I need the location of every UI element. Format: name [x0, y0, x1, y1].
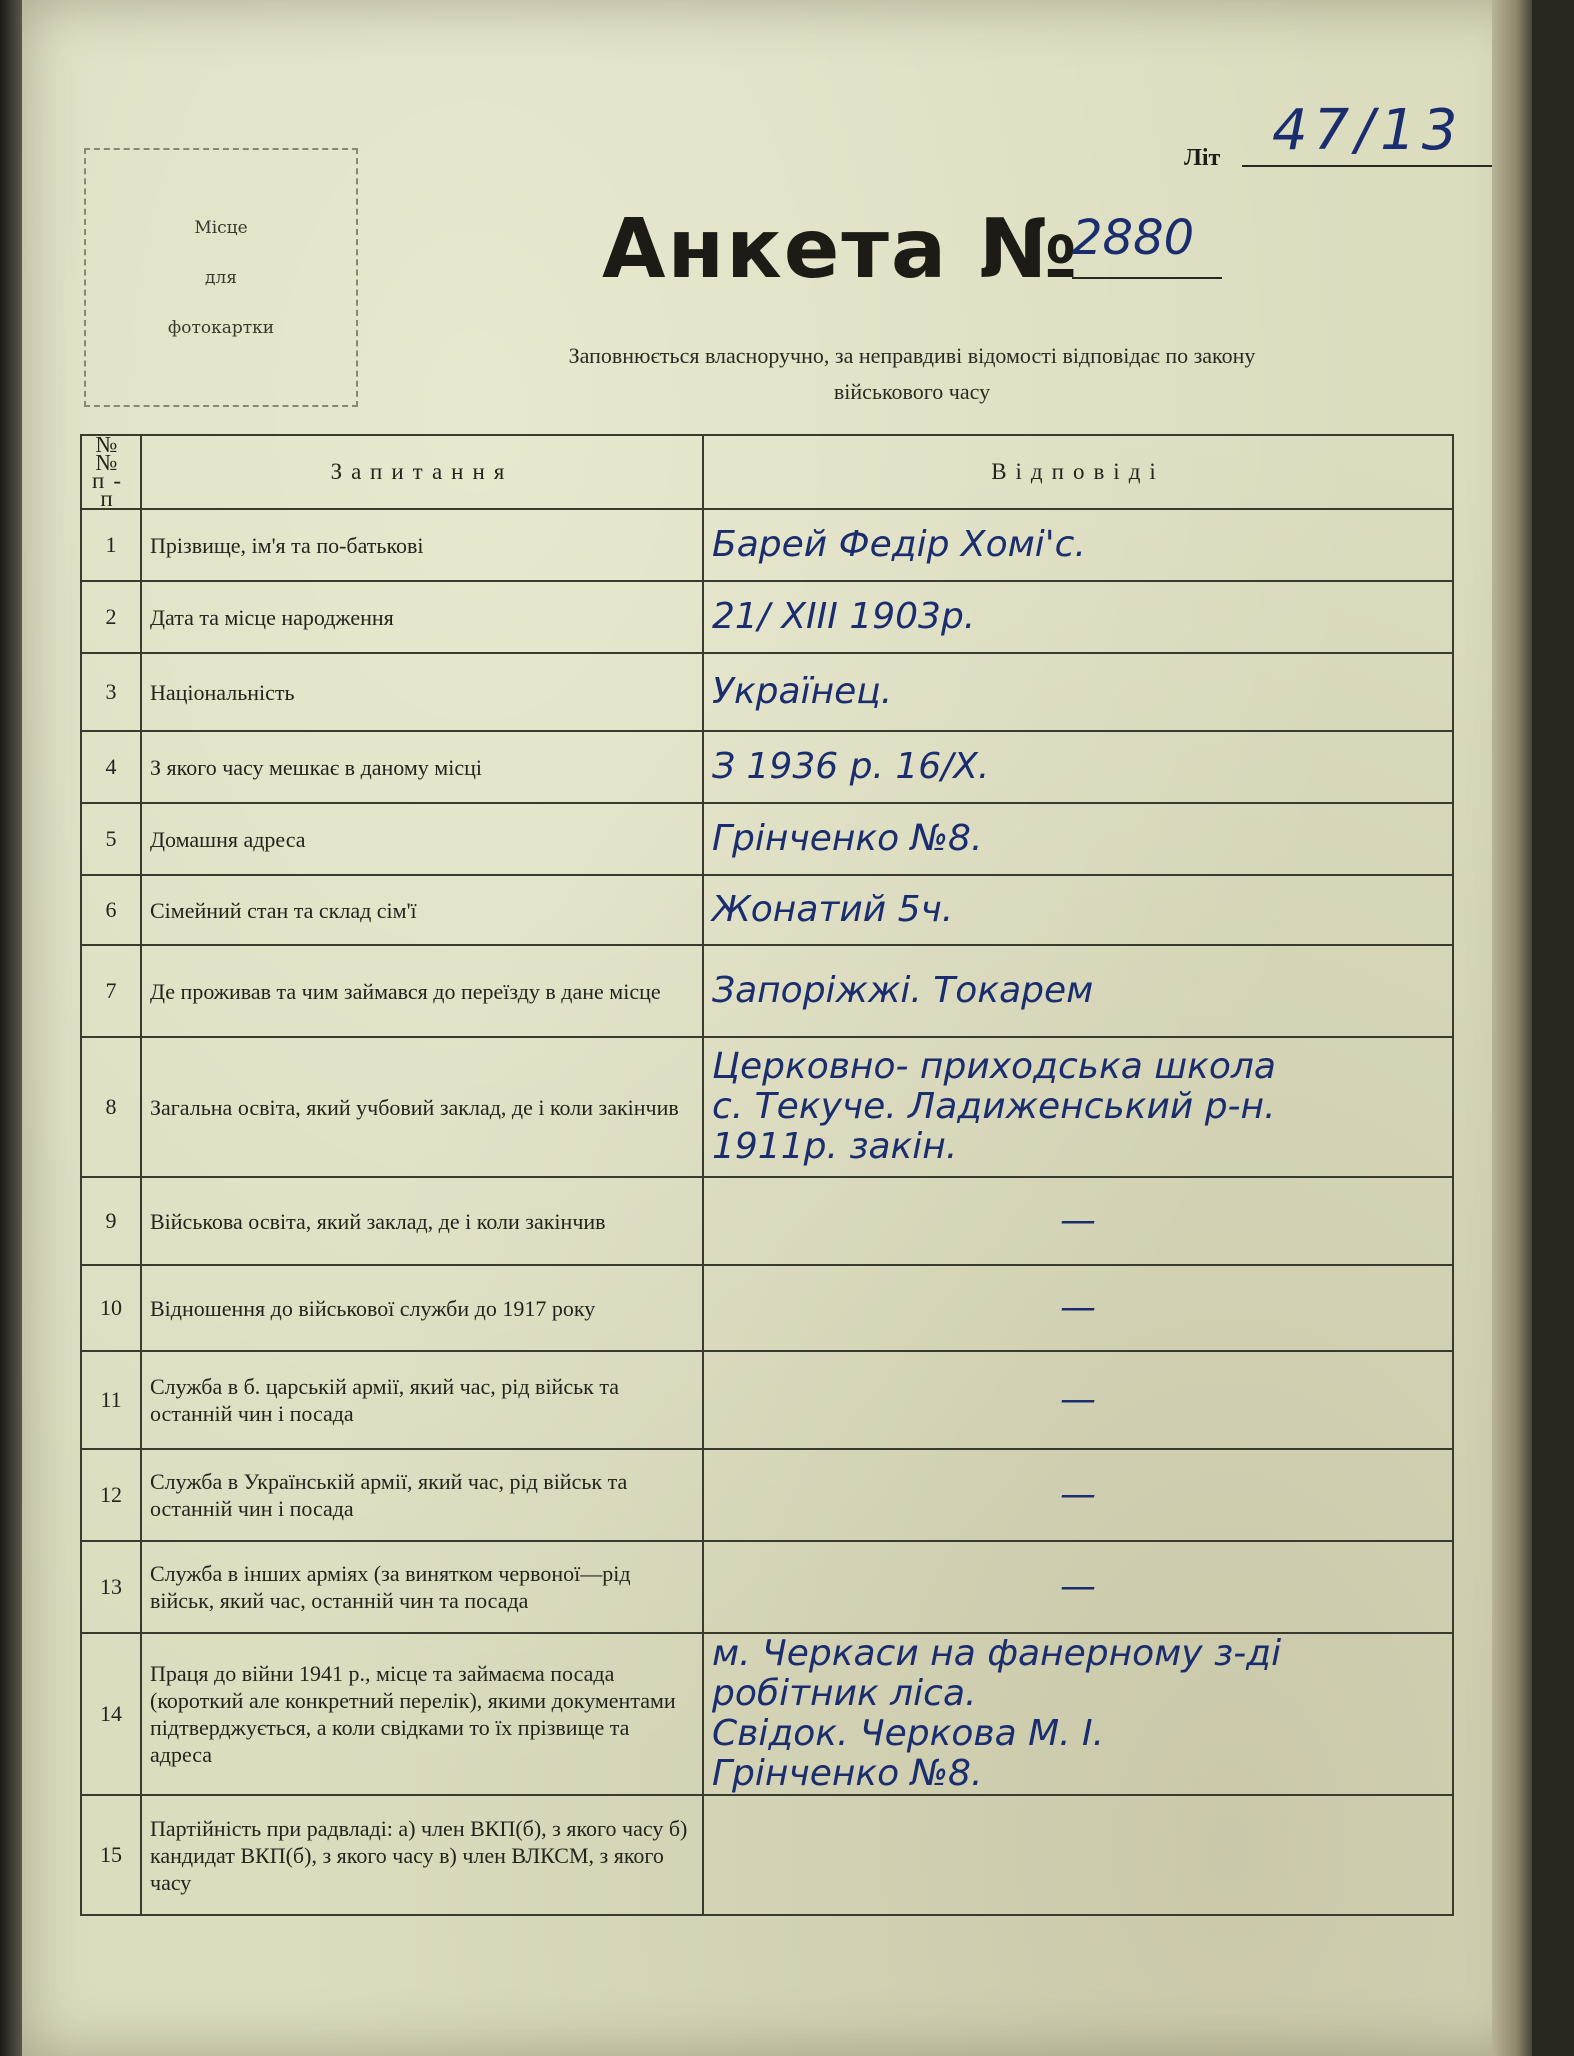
col-header-question: Запитання — [141, 435, 703, 509]
table-row — [81, 1795, 1453, 1915]
row-question: Домашня адреса — [141, 803, 703, 875]
table-row — [81, 945, 1453, 1037]
row-answer — [703, 1633, 1453, 1795]
form-number-underline — [1072, 277, 1222, 279]
row-question: Сімейний стан та склад сім'ї — [141, 875, 703, 945]
row-answer — [703, 1541, 1453, 1633]
table-row — [81, 1449, 1453, 1541]
lit-label: Літ — [1184, 145, 1221, 171]
answer-line: Грінченко №8. — [712, 818, 983, 859]
binding-edge — [0, 0, 22, 2056]
answer-line: робітник ліса. — [712, 1673, 977, 1714]
answer-line: Свідок. Черкова М. І. — [712, 1713, 1105, 1754]
subtitle — [382, 338, 1442, 410]
answer-line: с. Текуче. Ладиженський р-н. — [712, 1086, 1276, 1127]
row-number: 8 — [81, 1037, 141, 1177]
row-number: 13 — [81, 1541, 141, 1633]
col-header-answer: Відповіді — [703, 435, 1453, 509]
row-question: Національність — [141, 653, 703, 731]
row-answer — [703, 803, 1453, 875]
row-answer — [703, 731, 1453, 803]
row-answer — [703, 1265, 1453, 1351]
answer-line: Церковно- приходська школа — [712, 1046, 1276, 1087]
table-row — [81, 653, 1453, 731]
answer-line: Жонатий 5ч. — [712, 889, 954, 930]
row-number: 12 — [81, 1449, 141, 1541]
photo-placeholder — [84, 148, 358, 407]
photo-label-1: Місце — [194, 217, 248, 238]
row-number: 5 — [81, 803, 141, 875]
answer-line: Запоріжжі. Токарем — [712, 970, 1094, 1011]
answer-line: 1911р. закін. — [712, 1126, 958, 1167]
form-number: 2880 — [1072, 210, 1195, 266]
lit-underline — [1242, 165, 1502, 167]
row-question: Де проживав та чим займався до переїзду в дане місце — [141, 945, 703, 1037]
row-question: Загальна освіта, який учбовий заклад, де і коли закінчив — [141, 1037, 703, 1177]
table-row — [81, 1265, 1453, 1351]
row-answer — [703, 1795, 1453, 1915]
row-question: Військова освіта, який заклад, де і коли закінчив — [141, 1177, 703, 1265]
answer-line: м. Черкаси на фанерному з-ді — [712, 1633, 1282, 1674]
col-header-num: №№ п-п — [81, 435, 141, 509]
row-number: 10 — [81, 1265, 141, 1351]
table-row — [81, 581, 1453, 653]
page-title: Анкета № — [602, 202, 1080, 297]
row-number: 14 — [81, 1633, 141, 1795]
row-answer — [703, 875, 1453, 945]
subtitle-line-2: військового часу — [833, 379, 991, 404]
row-number: 2 — [81, 581, 141, 653]
table-row — [81, 1541, 1453, 1633]
answer-line: 21/ XIII 1903р. — [712, 596, 976, 637]
row-answer — [703, 1449, 1453, 1541]
subtitle-line-1: Заповнюється власноручно, за неправдиві відомості відповідає по закону — [568, 343, 1256, 368]
row-question: Партійність при радвладі: а) член ВКП(б), з якого часу б) кандидат ВКП(б), з якого часу в) член ВЛКСМ, з якого часу — [141, 1795, 703, 1915]
row-number: 4 — [81, 731, 141, 803]
answer-line: — — [1060, 1566, 1096, 1607]
row-number: 6 — [81, 875, 141, 945]
photo-label-2: для — [205, 267, 237, 288]
lit-value: 47/13 — [1272, 98, 1464, 163]
row-number: 11 — [81, 1351, 141, 1449]
row-number: 9 — [81, 1177, 141, 1265]
row-number: 15 — [81, 1795, 141, 1915]
row-answer — [703, 653, 1453, 731]
row-question: З якого часу мешкає в даному місці — [141, 731, 703, 803]
table-row — [81, 509, 1453, 581]
answer-line: — — [1060, 1474, 1096, 1515]
row-number: 1 — [81, 509, 141, 581]
table-row — [81, 1351, 1453, 1449]
answer-line: — — [1060, 1200, 1096, 1241]
row-answer — [703, 581, 1453, 653]
row-answer — [703, 509, 1453, 581]
row-question: Праця до війни 1941 р., місце та займаєма посада (короткий але конкретний перелік), якими документами підтверджується, а коли свідками то їх прізвище та адреса — [141, 1633, 703, 1795]
table-row — [81, 1633, 1453, 1795]
row-number: 7 — [81, 945, 141, 1037]
table-row — [81, 875, 1453, 945]
table-row — [81, 803, 1453, 875]
photo-label-3: фотокартки — [167, 317, 275, 338]
form-sheet — [22, 0, 1532, 2056]
answer-line: Грінченко №8. — [712, 1753, 983, 1794]
row-answer — [703, 1037, 1453, 1177]
answer-line: — — [1060, 1287, 1096, 1328]
row-question: Відношення до військової служби до 1917 року — [141, 1265, 703, 1351]
table-row — [81, 1037, 1453, 1177]
table-row — [81, 1177, 1453, 1265]
questionnaire-table — [80, 434, 1454, 1916]
answer-line: — — [1060, 1379, 1096, 1420]
row-question: Служба в б. царській армії, який час, рід військ та останній чин і посада — [141, 1351, 703, 1449]
row-answer — [703, 945, 1453, 1037]
row-question: Дата та місце народження — [141, 581, 703, 653]
row-answer — [703, 1351, 1453, 1449]
answer-line: Барей Федір Хомі'с. — [712, 524, 1086, 565]
answer-line: З 1936 р. 16/X. — [712, 746, 990, 787]
row-question: Служба в інших арміях (за винятком червоної—рід військ, який час, останній чин та посада — [141, 1541, 703, 1633]
row-answer — [703, 1177, 1453, 1265]
row-number: 3 — [81, 653, 141, 731]
answer-line: Українец. — [712, 671, 893, 712]
row-question: Прізвище, ім'я та по-батькові — [141, 509, 703, 581]
table-row — [81, 731, 1453, 803]
page-edge — [1492, 0, 1532, 2056]
row-question: Служба в Українській армії, який час, рід військ та останній чин і посада — [141, 1449, 703, 1541]
table-header-row — [81, 435, 1453, 509]
